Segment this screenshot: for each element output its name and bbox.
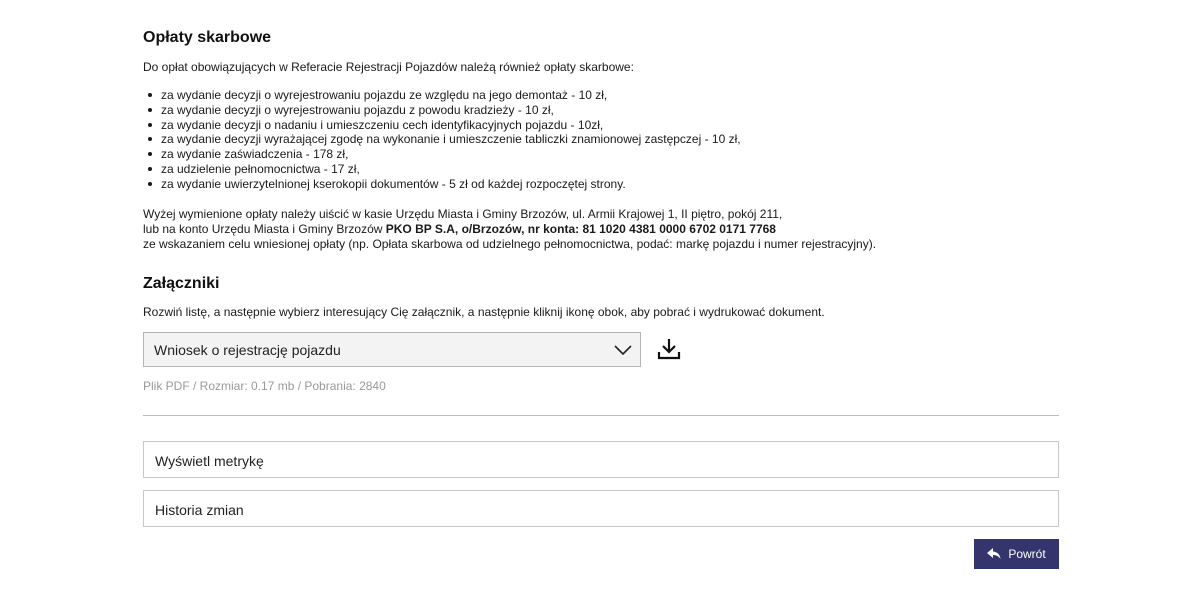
section-title-oplaty: Opłaty skarbowe [143, 29, 272, 46]
historia-label: Historia zmian [155, 502, 244, 518]
list-item: za wydanie zaświadczenia - 178 zł, [143, 147, 741, 162]
list-item: za udzielenie pełnomocnictwa - 17 zł, [143, 162, 741, 177]
oplaty-intro: Do opłat obowiązujących w Referacie Rejestracji Pojazdów należą również opłaty skarbowe: [143, 60, 634, 74]
divider [143, 415, 1059, 416]
attachments-instruction: Rozwiń listę, a następnie wybierz interesujący Cię załącznik, a następnie kliknij ikonę obok, aby pobrać i wydrukować dokument. [143, 305, 825, 319]
file-meta: Plik PDF / Rozmiar: 0.17 mb / Pobrania: 2840 [143, 379, 386, 393]
attachment-select[interactable] [143, 332, 641, 367]
section-title-zalaczniki: Załączniki [143, 275, 220, 292]
reply-arrow-icon [987, 548, 1001, 560]
bank-account: PKO BP S.A, o/Brzozów, nr konta: 81 1020 4381 0000 6702 0171 7768 [385, 222, 776, 236]
list-item: za wydanie decyzji wyrażającej zgodę na wykonanie i umieszczenie tabliczki znamionowej zastępczej - 10 zł, [143, 132, 741, 147]
payment-line-3: ze wskazaniem celu wniesionej opłaty (np. Opłata skarbowa od udzielnego pełnomocnictwa, podać: markę pojazdu i numer rejestracyjny). [143, 237, 877, 251]
back-button-label: Powrót [1008, 547, 1046, 561]
list-item: za wydanie decyzji o nadaniu i umieszczeniu cech identyfikacyjnych pojazdu - 10zł, [143, 118, 741, 133]
metryka-label: Wyświetl metrykę [155, 453, 264, 469]
attachment-select-value: Wniosek o rejestrację pojazdu [154, 342, 341, 358]
historia-panel[interactable] [143, 490, 1059, 527]
payment-line-2 [143, 222, 876, 237]
list-item: za wydanie decyzji o wyrejestrowaniu pojazdu z powodu kradzieży - 10 zł, [143, 103, 741, 118]
list-item: za wydanie decyzji o wyrejestrowaniu pojazdu ze względu na jego demontaż - 10 zł, [143, 88, 741, 103]
payment-line-1: Wyżej wymienione opłaty należy uiścić w kasie Urzędu Miasta i Gminy Brzozów, ul. Armii Krajowej 1, II piętro, pokój 211, [143, 207, 783, 221]
back-button[interactable] [974, 539, 1059, 569]
chevron-down-icon [614, 342, 632, 358]
fees-list [143, 88, 741, 192]
payment-info [143, 207, 876, 252]
download-icon[interactable] [657, 337, 681, 361]
list-item: za wydanie uwierzytelnionej kserokopii dokumentów - 5 zł od każdej rozpoczętej strony. [143, 177, 741, 192]
payment-line-2-text: lub na konto Urzędu Miasta i Gminy Brzozów [143, 222, 386, 236]
metryka-panel[interactable] [143, 441, 1059, 478]
